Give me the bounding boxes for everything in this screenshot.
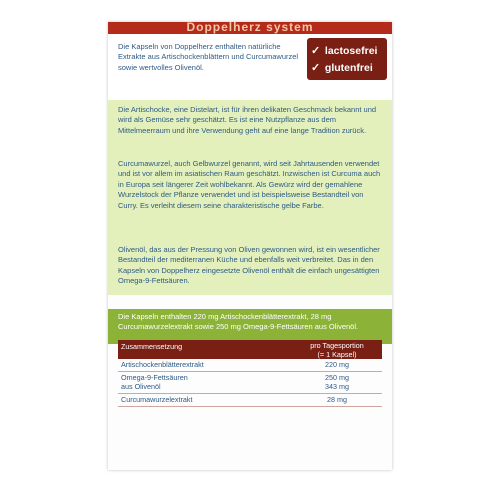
table-row [118, 359, 382, 372]
row-name: Curcumawurzelextrakt [121, 395, 193, 404]
header-kapsel: (= 1 Kapsel) [317, 349, 357, 359]
intro-text: Die Kapseln von Doppelherz enthalten natürliche Extrakte aus Artischockenblättern und Curcumawurzel sowie wertvolles Olivenöl. [118, 42, 299, 72]
intro-section [108, 34, 392, 109]
header-pro-tagesportion: pro Tagesportion [310, 341, 364, 350]
row-name-line1: Omega-9-Fettsäuren [121, 373, 188, 382]
row-name [121, 374, 188, 391]
description-block [108, 100, 392, 295]
checkmark-icon: ✓ [311, 62, 321, 74]
row-name-line2: aus Olivenöl [121, 381, 161, 391]
row-value-line1: 250 mg [325, 373, 349, 382]
table-header [118, 340, 382, 359]
row-value: 28 mg [327, 395, 347, 404]
row-value: 220 mg [325, 360, 349, 369]
table-row [118, 372, 382, 394]
paragraph-olivenoel: Olivenöl, das aus der Pressung von Oliven gewonnen wird, ist ein wesentlicher Bestandteil der mediterranen Küche und ebenfalls weit verbreitet. Das in den Kapseln von Doppelherz eingesetzte Olivenöl enthält die einfach ungesättigten Omega-9-Fettsäuren. [118, 245, 380, 286]
header-tagesportion [302, 342, 372, 359]
summary-text: Die Kapseln enthalten 220 mg Artischockenblätterextrakt, 28 mg Curcumawurzelextrakt sowie 250 mg Omega-9-Fettsäuren aus Olivenöl. [118, 312, 359, 331]
checkmark-icon: ✓ [311, 45, 321, 57]
badge-row-lactosefrei [311, 44, 377, 57]
paragraph-curcuma: Curcumawurzel, auch Gelbwurzel genannt, wird seit Jahrtausenden verwendet und ist vor allem im asiatischen Raum geschätzt. Inzwischen ist Curcuma auch in Europa seit längerer Zeit wohlbekannt. Als Gewürz wird der gemahlene Wurzelstock der Pflanze verwendet und ist beispielsweise Bestandteil von Curry. Es verleiht diesem seine charakteristische gelbe Farbe. [118, 159, 381, 210]
paragraph-artischocke: Die Artischocke, eine Distelart, ist für ihren delikaten Geschmack bekannt und wird als Gemüse sehr geschätzt. Es ist eine Nutzpflanze aus dem Mittelmeerraum und ihre Verwendung geht auf eine lange Tradition zurück. [118, 105, 377, 135]
badge-row-glutenfrei [311, 61, 373, 74]
allergen-badge [307, 38, 387, 80]
row-value [302, 374, 372, 391]
badge-label-glutenfrei: glutenfrei [324, 62, 373, 74]
row-name: Artischockenblätterextrakt [121, 360, 204, 369]
row-value-line2: 343 mg [325, 381, 349, 391]
header-partial-text: Doppelherz system [186, 22, 314, 34]
table-row [118, 394, 382, 407]
product-box-back [108, 22, 392, 470]
summary-bar [108, 309, 392, 344]
badge-label-lactosefrei: lactosefrei [324, 45, 378, 57]
header-zusammensetzung: Zusammensetzung [121, 342, 183, 351]
top-strip [108, 22, 392, 34]
